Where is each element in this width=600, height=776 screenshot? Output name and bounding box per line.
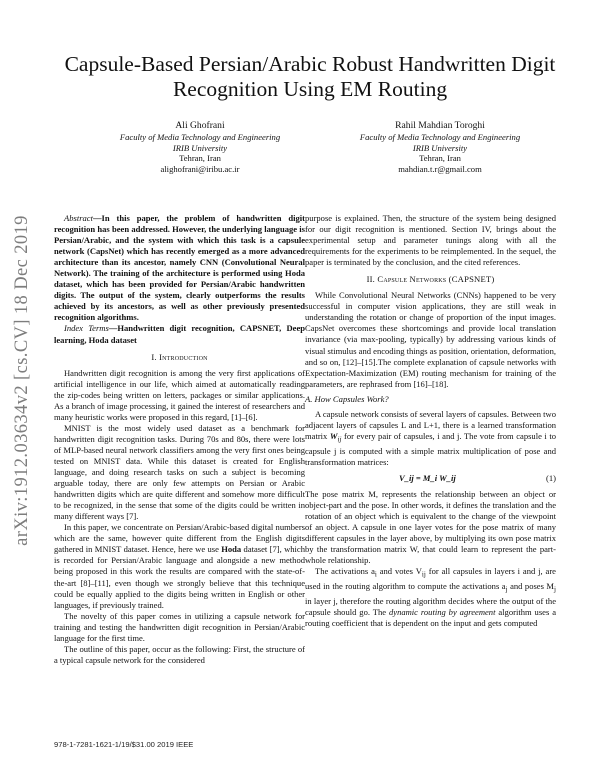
author-university: IRIB University — [172, 142, 228, 153]
index-terms-label: Index Terms — [64, 323, 109, 334]
right-column — [305, 213, 556, 629]
section-heading-capsnet: II. Capsule Networks (CAPSNET) — [366, 274, 495, 285]
equation-number: (1) — [546, 472, 556, 483]
author-affiliation: Faculty of Media Technology and Engineering — [359, 132, 521, 142]
author-email[interactable]: alighofrani@iribu.ac.ir — [160, 163, 240, 174]
author-name: Rahil Mahdian Toroghi — [395, 120, 485, 131]
author-email[interactable]: mahdian.t.r@gmail.com — [398, 163, 482, 174]
footer-copyright: 978-1-7281-1621-1/19/$31.00 2019 IEEE — [54, 740, 194, 749]
author-name: Ali Ghofrani — [175, 120, 225, 131]
paragraph: purpose is explained. Then, the structure of the system being designed for our digit recognition is mentioned. Section IV, brings about the experimental setup and parameter tunings along with all the requirements for the experiments to be reimplemented. In the sequel, the paper is terminated by the conclusion, and the cited references. — [305, 213, 556, 268]
arxiv-stamp — [6, 210, 38, 550]
dataset-name: Hoda — [221, 544, 242, 555]
equation-1 — [305, 473, 556, 484]
arxiv-stamp-text: arXiv:1912.03634v2 [cs.CV] 18 Dec 2019 — [11, 214, 32, 546]
equation: V_ij = M_i W_ij — [399, 472, 456, 483]
left-column — [54, 213, 305, 666]
paragraph: A capsule network consists of several layers of capsules. Between two adjacent layers of capsules L and L+1, there is a learned transformation matrix $W_{ij}$ for every pair of capsules, i and j. The vote from capsule i to capsule j is computed with a simple matrix multiplication of pose and transformation matrices: — [305, 408, 556, 467]
paragraph: The outline of this paper, occur as the following: First, the structure of a typical capsule network for the considered — [54, 643, 305, 665]
abstract-label: Abstract — [64, 213, 93, 223]
abstract-text: —In this paper, the problem of handwritten digit recognition has been addressed. However, the underlying language is Persian/Arabic, and the system with which this task is a capsule network (CapsNet) which has recently emerged as a more advanced architecture than its ancestor, namely CNN (Convolutional Neural Network). The training of the architecture is performed using Hoda dataset, which has been provided for Persian/Arabic handwritten digits. The output of the system, clearly outperforms the results achieved by its ancestors, as well as other previously presented recognition algorithms. — [54, 213, 305, 323]
paragraph: The novelty of this paper comes in utilizing a capsule network for training and testing the handwritten digit recognition in Persian/Arabic language for the first time. — [54, 610, 305, 643]
paragraph: While Convolutional Neural Networks (CNNs) happened to be very successful in computer vision applications, they are still weak in understanding the rotation or change of proportion of the input images. CapsNet overcomes these shortcomings and provide local translation invariance (via max-pooling, typically) by addressing various kinds of visual stimulus and encoding things as position, orientation, deformation, and so on, [12]–[15].The complete explanation of capsule networks with Expectation-Maximization (EM) routing mechanism for training of the parameters, are rephrased from [16]–[18]. — [305, 290, 556, 389]
paragraph: The pose matrix M, represents the relationship between an object or object-part and the pose. In other words, it defines the translation and the rotation of an object which is equivalent to the change of the viewpoint of an object. A capsule in one layer votes for the pose matrix of many different capsules in the layer above, by multiplying its own pose matrix by the transformation matrix W, that could learn to represent the part-whole relationship. — [305, 488, 556, 566]
abstract — [54, 213, 305, 323]
paragraph: The activations $a_i$ and votes $V_{ij}$ for all capsules in layers i and j, are used in the routing algorithm to compute the activations $a_j$ and poses $M_j$ in layer j, therefore the routing algorithm decides where the output of the capsule should go. The dynamic routing by agreement algorithm uses a routing coefficient that is dependent on the input and gets computed — [305, 566, 557, 628]
author-block-2 — [310, 120, 570, 174]
paragraph: Handwritten digit recognition is among the very first applications of artificial intelligence in our life, which aimed at automatically reading the zip-codes being written on letters, packages or similar applications. As a branch of image processing, it gained the interest of researchers and many heuristic works were proposed in this regard, [1]–[6]. — [54, 367, 305, 422]
author-affiliation: Faculty of Media Technology and Engineering — [119, 132, 281, 142]
paper-title: Capsule-Based Persian/Arabic Robust Handwritten Digit Recognition Using EM Routing — [64, 52, 556, 101]
paragraph: In this paper, we concentrate on Persian/Arabic-based digital numbers which are the same, however quite different from the English digits gathered in MNIST dataset. Hence, here we use Hoda dataset [7], which is recorded for Persian/Arabic language and alongside a new method being proposed in this work the results are compared with the state-of-the-art [8]–[11], even though we strongly believe that this technique could be equally applied to the digits being written in English or other languages, if previously trained. — [54, 522, 305, 610]
index-terms-text: —Handwritten digit recognition, CAPSNET, Deep learning, Hoda dataset — [54, 323, 305, 345]
author-block-1 — [70, 120, 330, 174]
paragraph: MNIST is the most widely used dataset as a benchmark for handwritten digit recognition tasks. During 70s and 80s, there were lots of MLP-based neural network classifiers among the very first ones being tested on MNIST data. While this dataset is created for English language, and doing research tasks on such a subject is becoming arguable today, there are only few attempts on Persian or Arabic handwritten digits which are quite different and somehow more difficult to be recognized, in the sense that some of the digits could be written in many different ways [7]. — [54, 422, 305, 522]
author-location: Tehran, Iran — [419, 153, 461, 164]
subsection-heading-how-capsules-work: A. How Capsules Work? — [305, 393, 389, 404]
index-terms — [54, 323, 305, 345]
author-university: IRIB University — [412, 142, 468, 153]
author-location: Tehran, Iran — [179, 153, 221, 164]
section-heading-introduction: I. Introduction — [151, 351, 208, 362]
